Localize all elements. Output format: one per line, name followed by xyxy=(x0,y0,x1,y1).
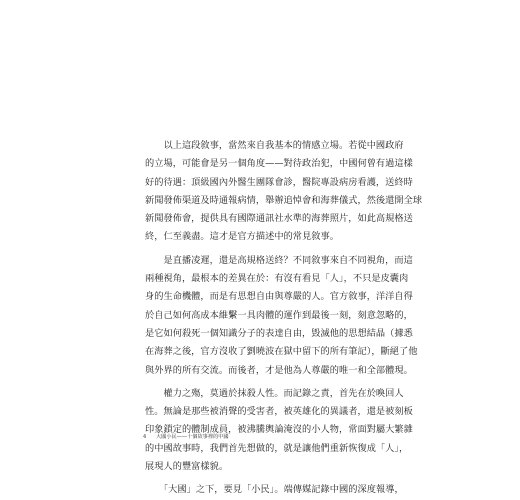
page-number: 4 xyxy=(143,434,147,440)
text-line: 終，仁至義盡。這才是官方描述中的常見敘事。 xyxy=(145,231,339,243)
text-line: 性。無論是那些被消聲的受害者，被英雄化的異議者，還是被刻板 xyxy=(145,406,413,418)
text-line: 是直播凌遲，還是高規格送終？不同敘事來自不同視角，而這 xyxy=(145,254,413,266)
text-line: 的立場，可能會是另一個角度——對待政治犯，中國何曾有過這樣 xyxy=(145,158,413,170)
text-line: 在海葬之後，官方沒收了劉曉波在獄中留下的所有筆記），斷絕了他 xyxy=(145,346,418,358)
text-line: 權力之殤，莫過於抹殺人性。而記錄之責，首先在於喚回人 xyxy=(145,387,404,399)
text-line: 是它如何殺死一個知識分子的表達自由，毀滅他的思想結晶（據悉 xyxy=(145,327,413,339)
text-line: 兩種視角，最根本的差異在於：有沒有看見「人」，不只是皮囊肉 xyxy=(145,273,409,285)
text-line: 的中國故事時，我們首先想做的，就是讓他們重新恢復成「人」， xyxy=(145,442,409,454)
text-line: 以上這段敘事，當然來自我基本的情感立場。若從中國政府 xyxy=(145,140,404,151)
text-line: 「大國」之下，要見「小民」。端傳媒記錄中國的深度報導， xyxy=(145,484,404,496)
running-title: 大國小民——十個故事裡的中國 xyxy=(155,434,229,440)
page-footer xyxy=(143,433,229,440)
body-text xyxy=(145,137,423,500)
text-line: 新聞發佈會，提供具有國際通訊社水準的海葬照片，如此高規格送 xyxy=(145,213,413,225)
text-line: 新聞發佈渠道及時通報病情，舉辦追悼會和海葬儀式，然後還開全球 xyxy=(145,194,423,206)
text-line: 身的生命機體，而是有思想自由與尊嚴的人。官方敘事，洋洋自得 xyxy=(145,291,413,303)
text-line: 好的待遇：頂級國內外醫生團隊會診，醫院專設病房看護，送終時 xyxy=(145,176,413,188)
text-line: 與外界的所有交流。而後者，才是他為人尊嚴的唯一和全部體現。 xyxy=(145,364,413,376)
text-line: 展現人的豐富樣貌。 xyxy=(145,461,229,473)
text-line: 於自己如何高成本維繫一具肉體的運作到最後一刻，刻意忽略的， xyxy=(145,309,413,321)
text-line: 印象鎖定的體制成員，被沸騰輿論淹沒的小人物，常面對屬大繁雜 xyxy=(145,424,413,436)
